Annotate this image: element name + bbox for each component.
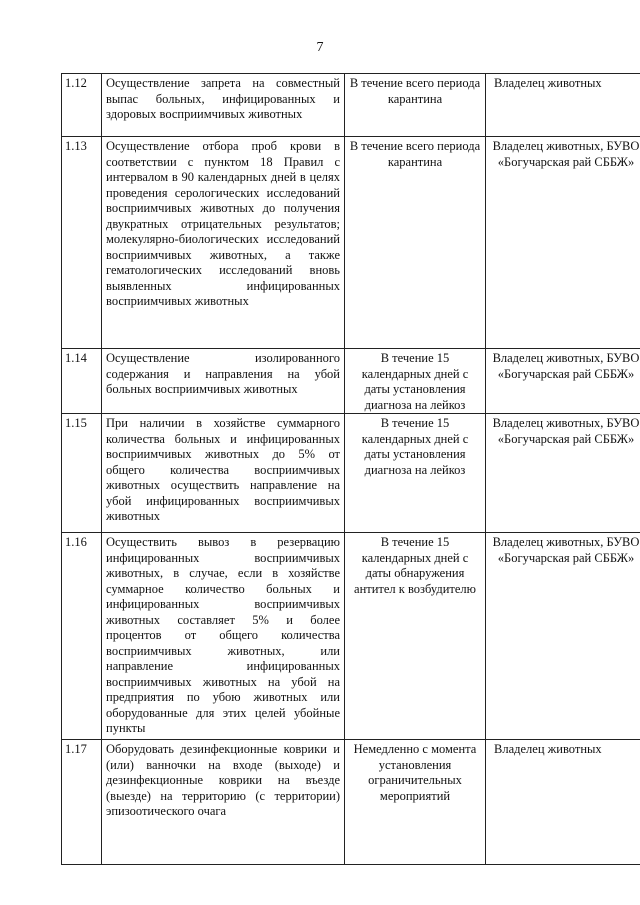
table-row: [62, 137, 640, 349]
measure-responsible: Владелец животных, БУВО «Богучарская рай СББЖ»: [486, 137, 640, 349]
measure-responsible: Владелец животных: [486, 74, 640, 137]
row-number: 1.12: [62, 74, 102, 137]
page-number: 7: [316, 40, 324, 55]
table-row: [62, 74, 640, 137]
measure-responsible: Владелец животных, БУВО «Богучарская рай СББЖ»: [486, 349, 640, 414]
measure-term: В течение 15 календарных дней с даты установления диагноза на лейкоз: [345, 349, 486, 414]
measure-text: Осуществить вывоз в резервацию инфицированных восприимчивых животных, в случае, если в хозяйстве суммарное количество больных и инфицированных восприимчивых животных составляет 5% и более процентов от общего количества восприимчивых животных, или направление инфицированных восприимчивых животных на убой на предприятия по убою животных или оборудованные для этих целей убойные пункты: [102, 533, 345, 740]
measure-responsible: Владелец животных, БУВО «Богучарская рай СББЖ»: [486, 533, 640, 740]
table-row: [62, 349, 640, 414]
measure-responsible: Владелец животных, БУВО «Богучарская рай СББЖ»: [486, 414, 640, 533]
measure-responsible: Владелец животных: [486, 740, 640, 865]
measure-term: В течение всего периода карантина: [345, 137, 486, 349]
table-row: [62, 740, 640, 865]
measure-term: В течение всего периода карантина: [345, 74, 486, 137]
row-number: 1.15: [62, 414, 102, 533]
measure-text: Осуществление изолированного содержания и направления на убой больных восприимчивых животных: [102, 349, 345, 414]
measure-text: При наличии в хозяйстве суммарного количества больных и инфицированных восприимчивых животных до 5% от общего количества восприимчивых животных осуществить направление на убой инфицированных восприимчивых животных: [102, 414, 345, 533]
measure-term: В течение 15 календарных дней с даты установления диагноза на лейкоз: [345, 414, 486, 533]
measure-text: Оборудовать дезинфекционные коврики и (или) ванночки на входе (выходе) и дезинфекционные коврики на въезде (выезде) на территорию (с территории) эпизоотического очага: [102, 740, 345, 865]
row-number: 1.17: [62, 740, 102, 865]
row-number: 1.13: [62, 137, 102, 349]
row-number: 1.16: [62, 533, 102, 740]
table-row: [62, 533, 640, 740]
measure-text: Осуществление отбора проб крови в соответствии с пунктом 18 Правил с интервалом в 90 календарных дней в целях проведения серологических исследований восприимчивых животных до получения двукратных отрицательных результатов; молекулярно-биологических исследований восприимчивых животных, а также гематологических исследований вновь выявленных инфицированных восприимчивых животных: [102, 137, 345, 349]
table-row: [62, 414, 640, 533]
row-number: 1.14: [62, 349, 102, 414]
measures-table: [61, 73, 640, 865]
measure-text: Осуществление запрета на совместный выпас больных, инфицированных и здоровых восприимчивых животных: [102, 74, 345, 137]
measure-term: Немедленно с момента установления ограничительных мероприятий: [345, 740, 486, 865]
measure-term: В течение 15 календарных дней с даты обнаружения антител к возбудителю: [345, 533, 486, 740]
